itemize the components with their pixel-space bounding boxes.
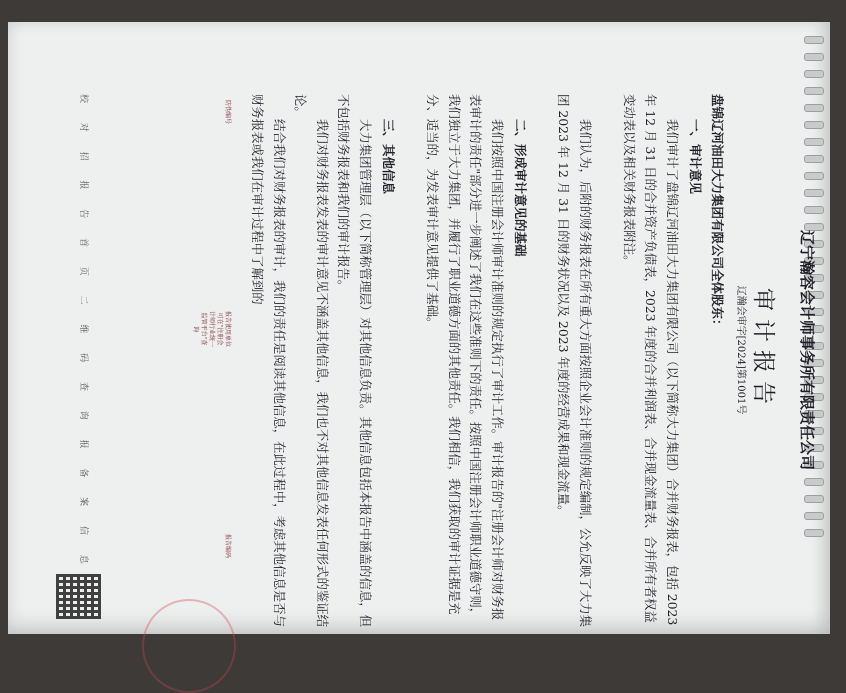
binding-ring <box>804 36 824 44</box>
audit-report-page <box>46 44 836 656</box>
firm-name: 辽宁瀚容会计师事务所有限责任公司 <box>798 229 816 470</box>
footer-char: 息 <box>78 554 88 564</box>
footer-char: 案 <box>78 497 88 507</box>
other-info-paragraph-1: 大力集团管理层（以下简称管理层）对其他信息负责。其他信息包括本报告中涵盖的信息，但不包括财务报表和我们的审计报告。 <box>336 94 373 628</box>
footer-char: 校 <box>78 94 88 104</box>
footer-char: 报 <box>78 439 88 449</box>
footer-char: 信 <box>78 525 88 535</box>
qr-code-icon <box>56 574 101 619</box>
seal-stamp <box>142 599 236 693</box>
footer-char: 报 <box>78 180 88 190</box>
footer-char: 对 <box>78 122 88 132</box>
footer-instruction-line <box>78 94 91 564</box>
report-title: 审计报告 <box>750 288 776 412</box>
addressee: 盘锦辽河油田大力集团有限公司全体股东： <box>710 94 725 332</box>
footer-char: 维 <box>78 324 88 334</box>
report-number: 辽瀚会审字[2024]第1001号 <box>735 285 746 415</box>
platform-notice: 报告使用单位可在"注册会计师行业统一监管平台"查询 <box>192 311 231 348</box>
report-code-label: 报告编码 <box>224 533 231 558</box>
footer-char: 询 <box>78 410 88 420</box>
footer-char: 二 <box>78 295 88 305</box>
opinion-paragraph-2: 我们认为，后附的财务报表在所有重大方面按照企业会计准则的规定编制，公允反映了大力集团 2023 年 12 月 31 日的财务状况以及 2023 年度的经营成果和现金流量。 <box>556 94 593 628</box>
footer-char: 告 <box>78 209 88 219</box>
basis-paragraph: 我们按照中国注册会计师审计准则的规定执行了审计工作。审计报告的"注册会计师对财务报表审计的责任"部分进一步阐述了我们在这些准则下的责任。按照中国注册会计师职业道德守则，我们独立于大力集团，并履行了职业道德方面的其他责任。我们相信，我们获取的审计证据是充分、适当的，为发表审计意见提供了基础。 <box>425 94 505 621</box>
footer-verification-strip <box>126 94 231 564</box>
footer-char: 页 <box>78 266 88 276</box>
footer-char: 招 <box>78 151 88 161</box>
footer-char: 查 <box>78 381 88 391</box>
opinion-heading: 一、审计意见 <box>688 119 703 195</box>
other-info-paragraph-2: 我们对财务报表发表的审计意见不涵盖其他信息，我们也不对其他信息发表任何形式的鉴证结论。 <box>293 94 330 628</box>
footer-char: 码 <box>78 353 88 363</box>
other-info-paragraph-3: 结合我们对财务报表的审计，我们的责任是阅读其他信息，在此过程中，考虑其他信息是否与财务报表或我们在审计过程中了解到的 <box>250 94 287 628</box>
basis-heading: 二、形成审计意见的基础 <box>513 119 528 257</box>
footer-char: 首 <box>78 237 88 247</box>
verification-note: 防伪编号 <box>224 99 231 124</box>
other-info-heading: 三、其他信息 <box>381 119 396 195</box>
opinion-paragraph-1: 我们审计了盘锦辽河油田大力集团有限公司（以下简称大力集团）合并财务报表，包括 2023 年 12 月 31 日的合并资产负债表，2023 年度的合并利润表、合并现金流量表、合并所有者权益变动表以及相关财务报表附注。 <box>622 94 680 626</box>
document-sheet <box>8 22 830 634</box>
footer-char: 备 <box>78 468 88 478</box>
